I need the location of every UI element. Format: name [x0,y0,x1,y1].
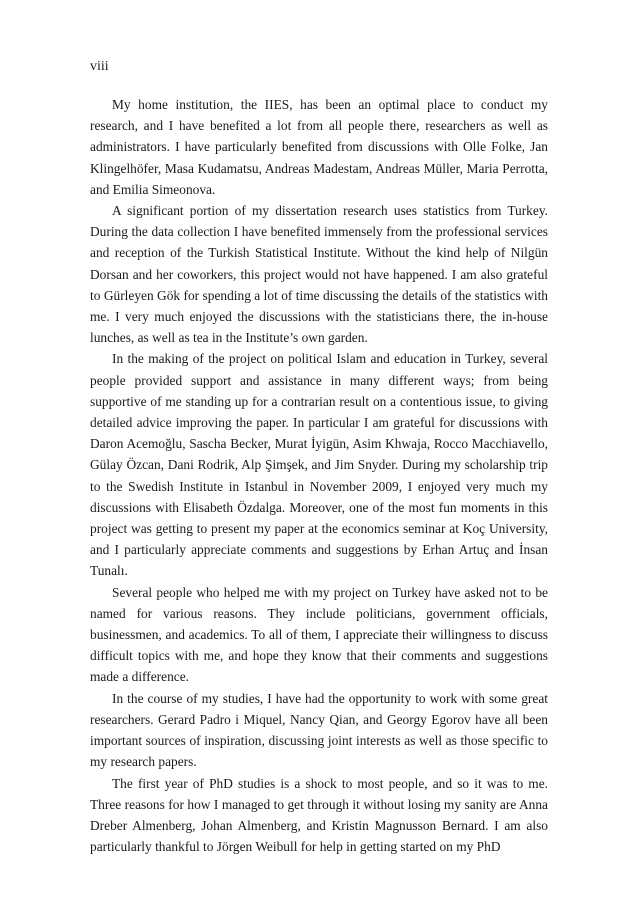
paragraph-political-islam-project: In the making of the project on political Islam and education in Turkey, several people provided support and assistance in many different ways; from being supportive of me standing up for a contrarian result on a contentious issue, to giving detailed advice improving the paper. In particular I am grateful for discussions with Daron Acemoğlu, Sascha Becker, Murat İyigün, Asim Khwaja, Rocco Macchiavello, Gülay Özcan, Dani Rodrik, Alp Şimşek, and Jim Snyder. During my scholarship trip to the Swedish Institute in Istanbul in November 2009, I enjoyed very much my discussions with Elisabeth Özdalga. Moreover, one of the most fun moments in this project was getting to present my paper at the economics seminar at Koç University, and I particularly appreciate comments and suggestions by Erhan Artuç and İnsan Tunalı. [90,351,548,579]
paragraph-iies: My home institution, the IIES, has been an optimal place to conduct my research, and I have benefited a lot from all people there, researchers as well as administrators. I have particularly benefited from discussions with Olle Folke, Jan Klingelhöfer, Masa Kudamatsu, Andreas Madestam, Andreas Müller, Maria Perrotta, and Emilia Simeonova. [90,97,548,197]
paragraph-researchers: In the course of my studies, I have had the opportunity to work with some great researchers. Gerard Padro i Miquel, Nancy Qian, and Georgy Egorov have all been important sources of inspiration, discussing joint interests as well as those specific to my research papers. [90,690,548,770]
document-page [90,58,548,857]
page-number: viii [90,59,109,74]
paragraph-anonymous-helpers: Several people who helped me with my project on Turkey have asked not to be named for various reasons. They include politicians, government officials, businessmen, and academics. To all of them, I appreciate their willingness to discuss difficult topics with me, and hope they know that their comments and suggestions made a difference. [90,584,548,685]
paragraph-turkish-statistics: A significant portion of my dissertation research uses statistics from Turkey. During the data collection I have benefited immensely from the professional services and reception of the Turkish Statistical Institute. Without the kind help of Nilgün Dorsan and her coworkers, this project would not have happened. I am also grateful to Gürleyen Gök for spending a lot of time discussing the details of the statistics with me. I very much enjoyed the discussions with the statisticians there, the in-house lunches, as well as tea in the Institute’s own garden. [90,203,548,346]
paragraph-first-year: The first year of PhD studies is a shock to most people, and so it was to me. Three reasons for how I managed to get through it without losing my sanity are Anna Dreber Almenberg, Johan Almenberg, and Kristin Magnusson Bernard. I am also particularly thankful to Jörgen Weibull for help in getting started on my PhD [90,775,548,855]
